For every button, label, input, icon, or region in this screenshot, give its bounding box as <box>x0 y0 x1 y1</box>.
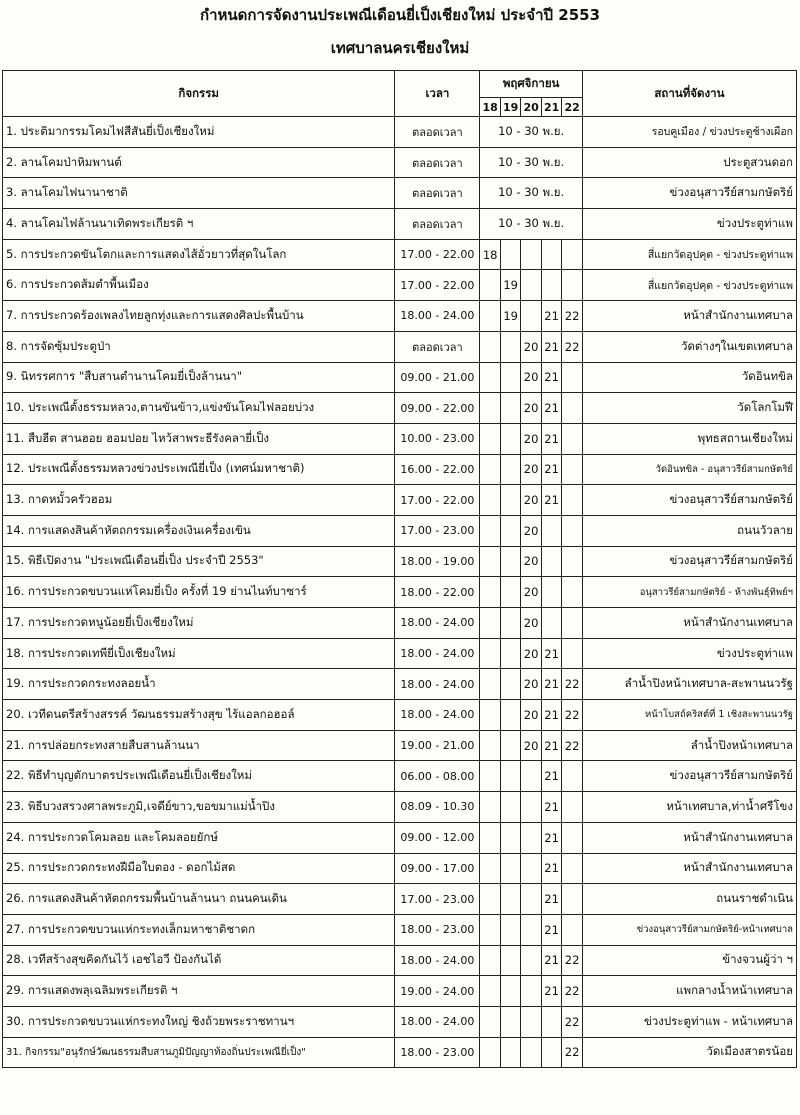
activity-cell: 21. การปล่อยกระทงสายสืบสานล้านนา <box>3 730 395 761</box>
day-cell <box>562 423 583 454</box>
time-cell: 16.00 - 22.00 <box>395 454 480 485</box>
time-cell: 09.00 - 21.00 <box>395 362 480 393</box>
day-header-19: 19 <box>500 98 520 117</box>
day-cell <box>480 454 500 485</box>
table-row <box>3 914 797 945</box>
time-cell: 09.00 - 22.00 <box>395 393 480 424</box>
time-cell: 18.00 - 24.00 <box>395 700 480 731</box>
venue-cell: หน้าสำนักงานเทศบาล <box>582 608 796 639</box>
day-cell <box>541 515 561 546</box>
time-cell: 19.00 - 24.00 <box>395 976 480 1007</box>
activity-cell: 20. เวทีดนตรีสร้างสรรค์ วัฒนธรรมสร้างสุข ไร้แอลกอฮอล์ <box>3 700 395 731</box>
venue-cell: ลำน้ำปิงหน้าเทศบาล <box>582 730 796 761</box>
day-cell <box>541 1037 561 1068</box>
day-cell <box>500 914 520 945</box>
table-row <box>3 393 797 424</box>
activity-cell: 22. พิธีทำบุญตักบาตรประเพณีเดือนยี่เป็งเชียงใหม่ <box>3 761 395 792</box>
day-cell <box>500 546 520 577</box>
day-cell: 21 <box>541 822 561 853</box>
day-cell: 20 <box>521 608 541 639</box>
venue-cell: วัดอินทขิล - อนุสาวรีย์สามกษัตริย์ <box>582 454 796 485</box>
venue-cell: ข่วงประตูท่าแพ <box>582 638 796 669</box>
day-cell <box>500 638 520 669</box>
day-cell: 20 <box>521 638 541 669</box>
day-cell: 21 <box>541 393 561 424</box>
day-cell <box>480 331 500 362</box>
day-cell <box>480 362 500 393</box>
day-cell <box>541 270 561 301</box>
venue-cell: ข่วงประตูท่าแพ <box>582 209 796 240</box>
day-cell <box>500 608 520 639</box>
column-header-activity: กิจกรรม <box>3 71 395 117</box>
day-cell <box>480 577 500 608</box>
day-cell: 20 <box>521 423 541 454</box>
time-cell: 18.00 - 24.00 <box>395 301 480 332</box>
table-row <box>3 454 797 485</box>
day-cell <box>541 1006 561 1037</box>
table-row <box>3 638 797 669</box>
day-cell <box>500 761 520 792</box>
day-cell: 20 <box>521 393 541 424</box>
time-cell: 18.00 - 23.00 <box>395 914 480 945</box>
day-cell <box>500 1037 520 1068</box>
activity-cell: 4. ลานโคมไฟล้านนาเทิดพระเกียรติ ฯ <box>3 209 395 240</box>
day-cell: 22 <box>562 1006 583 1037</box>
venue-cell: สี่แยกวัดอุปคุต - ข่วงประตูท่าแพ <box>582 270 796 301</box>
table-body <box>3 117 797 1068</box>
table-row <box>3 515 797 546</box>
time-cell: ตลอดเวลา <box>395 178 480 209</box>
day-cell: 22 <box>562 301 583 332</box>
time-cell: 17.00 - 22.00 <box>395 270 480 301</box>
activity-cell: 7. การประกวดร้องเพลงไทยลูกทุ่งและการแสดงศิลปะพื้นบ้าน <box>3 301 395 332</box>
date-range-cell: 10 - 30 พ.ย. <box>480 147 582 178</box>
day-cell: 19 <box>500 270 520 301</box>
day-cell <box>480 669 500 700</box>
day-cell: 21 <box>541 945 561 976</box>
table-row <box>3 792 797 823</box>
time-cell: 17.00 - 22.00 <box>395 239 480 270</box>
day-cell <box>541 608 561 639</box>
schedule-table <box>2 70 797 1068</box>
activity-cell: 25. การประกวดกระทงฝีมือใบตอง - ดอกไม้สด <box>3 853 395 884</box>
table-row <box>3 884 797 915</box>
venue-cell: แพกลางน้ำหน้าเทศบาล <box>582 976 796 1007</box>
venue-cell: ลำน้ำปิงหน้าเทศบาล-สะพานนวรัฐ <box>582 669 796 700</box>
day-cell <box>562 577 583 608</box>
day-cell: 20 <box>521 454 541 485</box>
day-cell <box>480 945 500 976</box>
day-cell <box>500 853 520 884</box>
venue-cell: รอบคูเมือง / ข่วงประตูช้างเผือก <box>582 117 796 148</box>
day-cell: 21 <box>541 362 561 393</box>
day-cell <box>500 362 520 393</box>
venue-cell: หน้าสำนักงานเทศบาล <box>582 822 796 853</box>
day-cell <box>480 822 500 853</box>
time-cell: ตลอดเวลา <box>395 117 480 148</box>
day-cell <box>521 822 541 853</box>
day-cell: 22 <box>562 669 583 700</box>
table-row <box>3 577 797 608</box>
day-header-20: 20 <box>521 98 541 117</box>
time-cell: 10.00 - 23.00 <box>395 423 480 454</box>
activity-cell: 12. ประเพณีตั้งธรรมหลวงข่วงประเพณียี่เป็ง (เทศน์มหาชาติ) <box>3 454 395 485</box>
day-cell <box>500 976 520 1007</box>
day-cell <box>521 761 541 792</box>
day-cell: 21 <box>541 700 561 731</box>
day-cell <box>480 884 500 915</box>
day-cell: 20 <box>521 362 541 393</box>
day-cell <box>500 822 520 853</box>
day-cell <box>562 914 583 945</box>
day-cell: 21 <box>541 792 561 823</box>
table-row <box>3 362 797 393</box>
table-row <box>3 822 797 853</box>
day-cell <box>500 577 520 608</box>
day-cell: 21 <box>541 669 561 700</box>
venue-cell: หน้าเทศบาล,ท่าน้ำศรีโขง <box>582 792 796 823</box>
day-cell: 19 <box>500 301 520 332</box>
day-cell: 21 <box>541 976 561 1007</box>
day-cell: 20 <box>521 331 541 362</box>
day-cell <box>500 730 520 761</box>
day-cell <box>500 393 520 424</box>
day-cell <box>480 792 500 823</box>
day-cell <box>480 1037 500 1068</box>
time-cell: 18.00 - 24.00 <box>395 608 480 639</box>
day-cell <box>480 393 500 424</box>
venue-cell: วัดอินทขิล <box>582 362 796 393</box>
venue-cell: ประตูสวนดอก <box>582 147 796 178</box>
day-cell <box>562 638 583 669</box>
table-row <box>3 700 797 731</box>
time-cell: 18.00 - 22.00 <box>395 577 480 608</box>
venue-cell: หน้าโบสถ์คริสต์ที่ 1 เชิงสะพานนวรัฐ <box>582 700 796 731</box>
day-cell <box>480 301 500 332</box>
day-cell <box>480 976 500 1007</box>
day-cell: 21 <box>541 638 561 669</box>
day-cell <box>521 270 541 301</box>
table-row <box>3 117 797 148</box>
venue-cell: ข่วงอนุสาวรีย์สามกษัตริย์ <box>582 546 796 577</box>
activity-cell: 31. กิจกรรม"อนุรักษ์วัฒนธรรมสืบสานภูมิปัญญาท้องถิ่นประเพณียี่เป็ง" <box>3 1037 395 1068</box>
day-cell: 20 <box>521 515 541 546</box>
time-cell: 18.00 - 23.00 <box>395 1037 480 1068</box>
day-cell <box>562 270 583 301</box>
day-cell <box>500 700 520 731</box>
table-header <box>3 71 797 117</box>
activity-cell: 24. การประกวดโคมลอย และโคมลอยยักษ์ <box>3 822 395 853</box>
day-cell <box>500 945 520 976</box>
table-row <box>3 301 797 332</box>
time-cell: 18.00 - 24.00 <box>395 945 480 976</box>
table-row <box>3 1006 797 1037</box>
day-cell <box>521 792 541 823</box>
time-cell: ตลอดเวลา <box>395 209 480 240</box>
day-cell <box>480 515 500 546</box>
table-row <box>3 730 797 761</box>
column-header-month: พฤศจิกายน <box>480 71 582 98</box>
day-cell: 20 <box>521 669 541 700</box>
day-cell: 20 <box>521 700 541 731</box>
day-cell <box>500 515 520 546</box>
date-range-cell: 10 - 30 พ.ย. <box>480 117 582 148</box>
table-row <box>3 761 797 792</box>
day-cell <box>480 853 500 884</box>
page-subtitle: เทศบาลนครเชียงใหม่ <box>330 39 470 57</box>
venue-cell: พุทธสถานเชียงใหม่ <box>582 423 796 454</box>
time-cell: 08.09 - 10.30 <box>395 792 480 823</box>
column-header-time: เวลา <box>395 71 480 117</box>
table-row <box>3 945 797 976</box>
day-cell <box>562 485 583 516</box>
day-cell: 20 <box>521 485 541 516</box>
table-row <box>3 485 797 516</box>
day-cell <box>521 945 541 976</box>
table-row <box>3 147 797 178</box>
venue-cell: อนุสาวรีย์สามกษัตริย์ - ห้างพันธุ์ทิพย์ฯ <box>582 577 796 608</box>
day-cell <box>480 914 500 945</box>
day-cell <box>562 884 583 915</box>
time-cell: ตลอดเวลา <box>395 147 480 178</box>
day-header-22: 22 <box>562 98 583 117</box>
time-cell: 17.00 - 22.00 <box>395 485 480 516</box>
venue-cell: ถนนวัวลาย <box>582 515 796 546</box>
venue-cell: ข้างจวนผู้ว่า ฯ <box>582 945 796 976</box>
day-cell <box>500 884 520 915</box>
day-cell <box>480 700 500 731</box>
activity-cell: 9. นิทรรศการ "สืบสานตำนานโคมยี่เป็งล้านนา" <box>3 362 395 393</box>
day-cell: 22 <box>562 945 583 976</box>
day-cell: 20 <box>521 730 541 761</box>
day-cell <box>500 454 520 485</box>
activity-cell: 8. การจัดซุ้มประตูป่า <box>3 331 395 362</box>
table-row <box>3 239 797 270</box>
activity-cell: 17. การประกวดหนูน้อยยี่เป็งเชียงใหม่ <box>3 608 395 639</box>
day-cell <box>562 822 583 853</box>
day-cell: 18 <box>480 239 500 270</box>
table-row <box>3 423 797 454</box>
time-cell: 06.00 - 08.00 <box>395 761 480 792</box>
day-cell <box>521 301 541 332</box>
day-cell: 21 <box>541 914 561 945</box>
day-cell: 21 <box>541 730 561 761</box>
activity-cell: 13. กาดหมั้วครัวฮอม <box>3 485 395 516</box>
time-cell: 18.00 - 24.00 <box>395 669 480 700</box>
activity-cell: 16. การประกวดขบวนแห่โคมยี่เป็ง ครั้งที่ 19 ย่านไนท์บาซาร์ <box>3 577 395 608</box>
day-cell <box>500 792 520 823</box>
day-cell <box>562 362 583 393</box>
day-cell: 21 <box>541 884 561 915</box>
activity-cell: 30. การประกวดขบวนแห่กระทงใหญ่ ชิงถ้วยพระราชทานฯ <box>3 1006 395 1037</box>
day-cell: 20 <box>521 546 541 577</box>
day-cell: 20 <box>521 577 541 608</box>
day-cell <box>562 393 583 424</box>
activity-cell: 6. การประกวดส้มตำพื้นเมือง <box>3 270 395 301</box>
table-row <box>3 270 797 301</box>
activity-cell: 19. การประกวดกระทงลอยน้ำ <box>3 669 395 700</box>
venue-cell: วัดต่างๆในเขตเทศบาล <box>582 331 796 362</box>
day-cell: 22 <box>562 331 583 362</box>
day-cell <box>521 1006 541 1037</box>
activity-cell: 2. ลานโคมป่าหิมพานต์ <box>3 147 395 178</box>
time-cell: 18.00 - 24.00 <box>395 1006 480 1037</box>
day-cell <box>480 608 500 639</box>
day-cell <box>480 1006 500 1037</box>
table-row <box>3 669 797 700</box>
time-cell: 19.00 - 21.00 <box>395 730 480 761</box>
table-row <box>3 976 797 1007</box>
page-title: กำหนดการจัดงานประเพณีเดือนยี่เป็งเชียงใหม่ ประจำปี 2553 <box>199 6 601 24</box>
table-row <box>3 608 797 639</box>
venue-cell: ถนนราชดำเนิน <box>582 884 796 915</box>
table-row <box>3 331 797 362</box>
day-cell <box>521 914 541 945</box>
day-cell: 21 <box>541 301 561 332</box>
date-range-cell: 10 - 30 พ.ย. <box>480 209 582 240</box>
day-cell <box>521 1037 541 1068</box>
day-cell <box>480 485 500 516</box>
activity-cell: 3. ลานโคมไฟนานาชาติ <box>3 178 395 209</box>
day-cell <box>562 792 583 823</box>
table-row <box>3 1037 797 1068</box>
venue-cell: ข่วงอนุสาวรีย์สามกษัตริย์ <box>582 178 796 209</box>
time-cell: ตลอดเวลา <box>395 331 480 362</box>
day-cell <box>500 669 520 700</box>
venue-cell: หน้าสำนักงานเทศบาล <box>582 853 796 884</box>
day-cell <box>500 331 520 362</box>
day-cell <box>480 638 500 669</box>
day-cell: 21 <box>541 423 561 454</box>
time-cell: 09.00 - 17.00 <box>395 853 480 884</box>
venue-cell: วัดเมืองสาตรน้อย <box>582 1037 796 1068</box>
time-cell: 18.00 - 19.00 <box>395 546 480 577</box>
venue-cell: ข่วงอนุสาวรีย์สามกษัตริย์ <box>582 761 796 792</box>
activity-cell: 15. พิธีเปิดงาน "ประเพณีเดือนยี่เป็ง ประจำปี 2553" <box>3 546 395 577</box>
activity-cell: 14. การแสดงสินค้าหัตถกรรมเครื่องเงินเครื่องเขิน <box>3 515 395 546</box>
day-cell <box>521 976 541 1007</box>
time-cell: 17.00 - 23.00 <box>395 884 480 915</box>
day-cell <box>480 761 500 792</box>
day-cell <box>562 515 583 546</box>
day-cell: 21 <box>541 454 561 485</box>
day-cell <box>562 761 583 792</box>
activity-cell: 11. สืบฮีต สานฮอย ฮอมปอย ไหว้สาพระธีรังคลายี่เป็ง <box>3 423 395 454</box>
day-cell <box>562 853 583 884</box>
time-cell: 18.00 - 24.00 <box>395 638 480 669</box>
column-header-venue: สถานที่จัดงาน <box>582 71 796 117</box>
day-cell: 22 <box>562 700 583 731</box>
day-cell <box>562 608 583 639</box>
day-cell: 22 <box>562 1037 583 1068</box>
day-cell <box>480 546 500 577</box>
day-cell: 21 <box>541 761 561 792</box>
activity-cell: 1. ประติมากรรมโคมไฟสีสันยี่เป็งเชียงใหม่ <box>3 117 395 148</box>
activity-cell: 18. การประกวดเทพียี่เป็งเชียงใหม่ <box>3 638 395 669</box>
activity-cell: 27. การประกวดขบวนแห่กระทงเล็กมหาชาติชาดก <box>3 914 395 945</box>
time-cell: 17.00 - 23.00 <box>395 515 480 546</box>
venue-cell: ข่วงประตูท่าแพ - หน้าเทศบาล <box>582 1006 796 1037</box>
activity-cell: 28. เวทีสร้างสุขคิดกันไว้ เอชไอวี ป้องกันได้ <box>3 945 395 976</box>
venue-cell: สี่แยกวัดอุปคุต - ข่วงประตูท่าแพ <box>582 239 796 270</box>
time-cell: 09.00 - 12.00 <box>395 822 480 853</box>
day-header-18: 18 <box>480 98 500 117</box>
day-cell: 21 <box>541 853 561 884</box>
activity-cell: 5. การประกวดขันโตกและการแสดงไส้อั่วยาวที่สุดในโลก <box>3 239 395 270</box>
day-cell <box>500 1006 520 1037</box>
day-cell <box>562 454 583 485</box>
day-cell <box>521 853 541 884</box>
day-cell <box>541 577 561 608</box>
day-cell <box>562 239 583 270</box>
day-cell <box>480 730 500 761</box>
day-cell <box>521 239 541 270</box>
activity-cell: 26. การแสดงสินค้าหัตถกรรมพื้นบ้านล้านนา ถนนคนเดิน <box>3 884 395 915</box>
day-cell: 21 <box>541 485 561 516</box>
date-range-cell: 10 - 30 พ.ย. <box>480 178 582 209</box>
venue-cell: หน้าสำนักงานเทศบาล <box>582 301 796 332</box>
day-cell <box>480 423 500 454</box>
activity-cell: 10. ประเพณีตั้งธรรมหลวง,ตานขันข้าว,แข่งขันโคมไฟลอยบ่วง <box>3 393 395 424</box>
day-cell <box>500 423 520 454</box>
activity-cell: 29. การแสดงพลุเฉลิมพระเกียรติ ฯ <box>3 976 395 1007</box>
day-cell <box>500 239 520 270</box>
day-cell <box>541 239 561 270</box>
venue-cell: ข่วงอนุสาวรีย์สามกษัตริย์-หน้าเทศบาล <box>582 914 796 945</box>
day-cell: 22 <box>562 730 583 761</box>
day-cell <box>541 546 561 577</box>
table-row <box>3 546 797 577</box>
venue-cell: ข่วงอนุสาวรีย์สามกษัตริย์ <box>582 485 796 516</box>
day-cell: 22 <box>562 976 583 1007</box>
table-row <box>3 178 797 209</box>
table-row <box>3 853 797 884</box>
day-header-21: 21 <box>541 98 561 117</box>
day-cell <box>480 270 500 301</box>
day-cell <box>562 546 583 577</box>
venue-cell: วัดโลกโมฬี <box>582 393 796 424</box>
activity-cell: 23. พิธีบวงสรวงศาลพระภูมิ,เจดีย์ขาว,ขอขมาแม่น้ำปิง <box>3 792 395 823</box>
day-cell <box>500 485 520 516</box>
day-cell: 21 <box>541 331 561 362</box>
day-cell <box>521 884 541 915</box>
table-row <box>3 209 797 240</box>
